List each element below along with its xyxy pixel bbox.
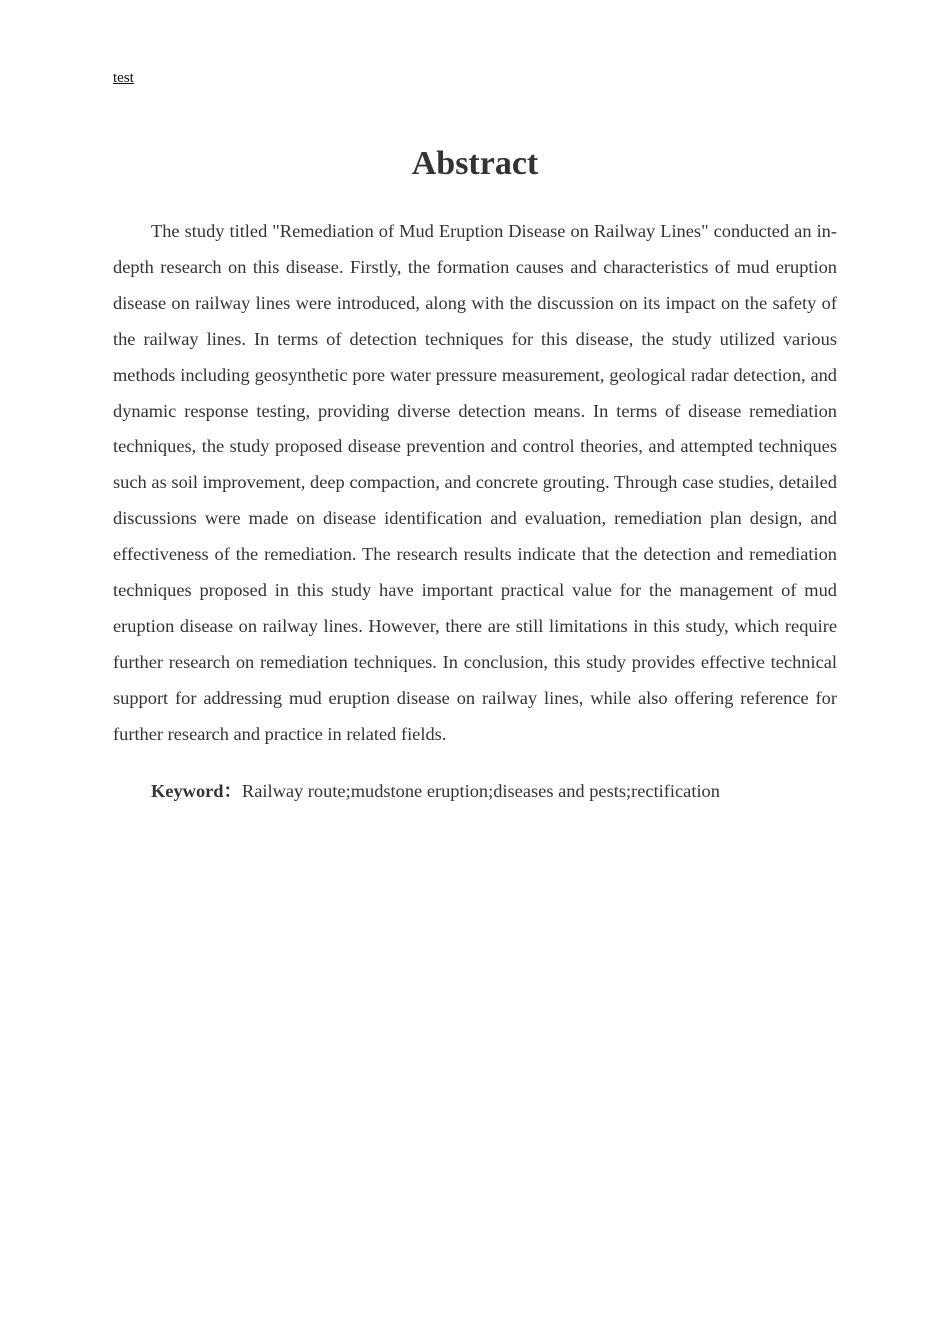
- keyword-label: Keyword：: [151, 781, 242, 801]
- keyword-list: Railway route;mudstone eruption;diseases and pests;rectification: [241, 781, 720, 801]
- page-title: Abstract: [411, 145, 539, 182]
- keywords-line: [151, 776, 720, 806]
- abstract-paragraph: The study titled "Remediation of Mud Eruption Disease on Railway Lines" conducted an in-depth research on this disease. Firstly, the formation causes and characteristics of mud eruption disease on railway lines were introduced, along with the discussion on its impact on the safety of the railway lines. In terms of detection techniques for this disease, the study utilized various methods including geosynthetic pore water pressure measurement, geological radar detection, and dynamic response testing, providing diverse detection means. In terms of disease remediation techniques, the study proposed disease prevention and control theories, and attempted techniques such as soil improvement, deep compaction, and concrete grouting. Through case studies, detailed discussions were made on disease identification and evaluation, remediation plan design, and effectiveness of the remediation. The research results indicate that the detection and remediation techniques proposed in this study have important practical value for the management of mud eruption disease on railway lines. However, there are still limitations in this study, which require further research on remediation techniques. In conclusion, this study provides effective technical support for addressing mud eruption disease on railway lines, while also offering reference for further research and practice in related fields.: [113, 221, 837, 744]
- header-link[interactable]: test: [113, 70, 134, 86]
